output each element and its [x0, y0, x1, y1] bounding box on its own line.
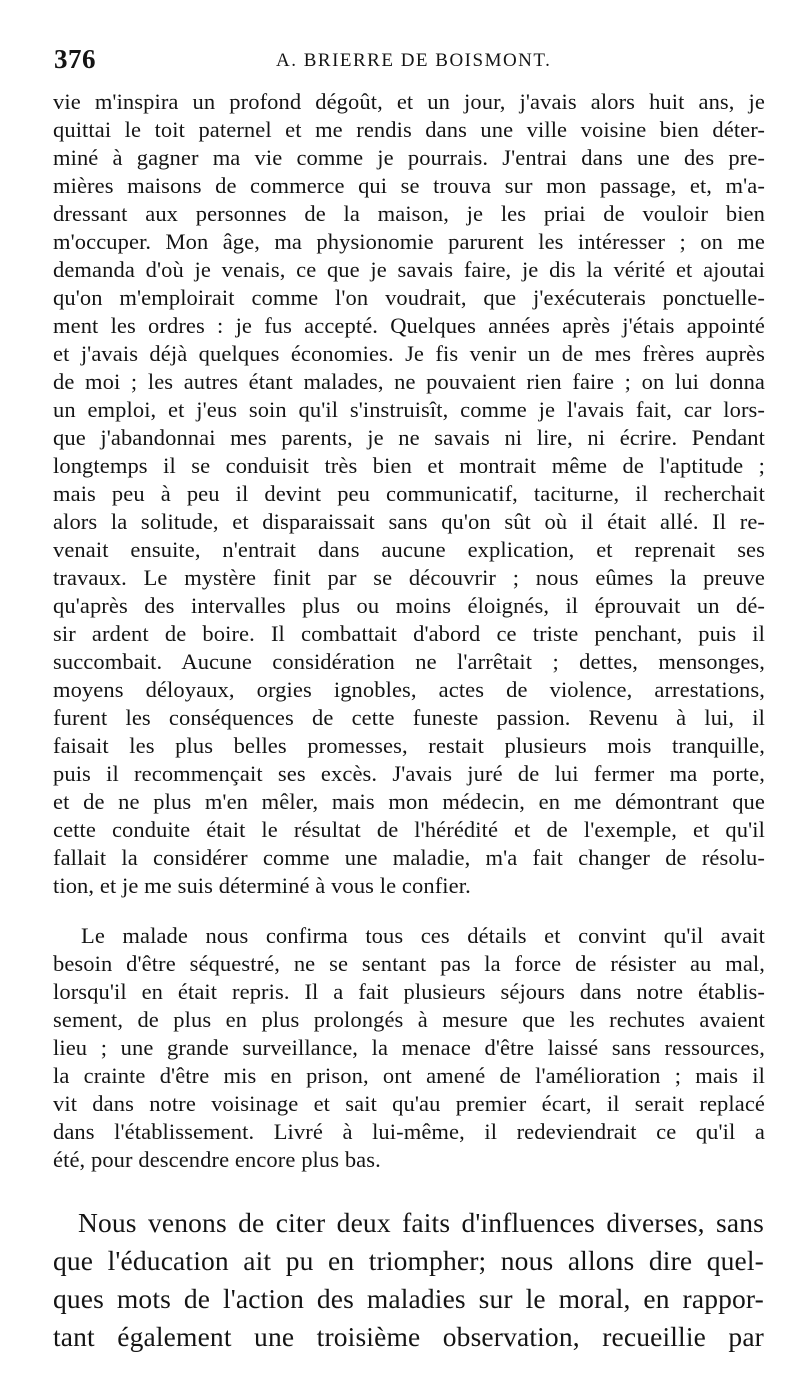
- text-line: tion, et je me suis déterminé à vous le confier.: [53, 873, 471, 898]
- text-line: ques mots de l'action des maladies sur le moral, en rappor-: [53, 1283, 764, 1314]
- text-line: m'occuper. Mon âge, ma physionomie parurent les intéresser ; on me: [53, 229, 765, 254]
- page-number: 376: [54, 44, 96, 74]
- paragraph-3: [53, 1204, 764, 1356]
- text-line: qu'après des intervalles plus ou moins éloignés, il éprouvait un dé-: [53, 593, 765, 618]
- text-line: furent les conséquences de cette funeste passion. Revenu à lui, il: [53, 705, 765, 730]
- text-line: longtemps il se conduisit très bien et montrait même de l'aptitude ;: [53, 453, 765, 478]
- text-line: que l'éducation ait pu en triompher; nous allons dire quel-: [53, 1245, 764, 1276]
- running-head: A. BRIERRE DE BOISMONT.: [276, 50, 552, 71]
- text-line: lieu ; une grande surveillance, la menace d'être laissé sans ressources,: [53, 1035, 765, 1060]
- text-line: fallait la considérer comme une maladie, m'a fait changer de résolu-: [53, 845, 765, 870]
- text-line: été, pour descendre encore plus bas.: [53, 1147, 381, 1172]
- text-line: de moi ; les autres étant malades, ne pouvaient rien faire ; on lui donna: [53, 369, 765, 394]
- text-line: ment les ordres : je fus accepté. Quelques années après j'étais appointé: [53, 313, 765, 338]
- text-line: quittai le toit paternel et me rendis dans une ville voisine bien déter-: [53, 117, 765, 142]
- text-line: la crainte d'être mis en prison, ont amené de l'amélioration ; mais il: [53, 1063, 765, 1088]
- text-line: que j'abandonnai mes parents, je ne savais ni lire, ni écrire. Pendant: [53, 425, 765, 450]
- text-line: travaux. Le mystère finit par se découvrir ; nous eûmes la preuve: [53, 565, 765, 590]
- text-line: alors la solitude, et disparaissait sans qu'on sût où il était allé. Il re-: [53, 509, 765, 534]
- page-header: [54, 44, 754, 78]
- text-line: puis il recommençait ses excès. J'avais juré de lui fermer ma porte,: [53, 761, 765, 786]
- text-line: mières maisons de commerce qui se trouva sur mon passage, et, m'a-: [53, 173, 765, 198]
- text-line: moyens déloyaux, orgies ignobles, actes de violence, arrestations,: [53, 677, 765, 702]
- text-line: faisait les plus belles promesses, restait plusieurs mois tranquille,: [53, 733, 765, 758]
- text-line: vie m'inspira un profond dégoût, et un jour, j'avais alors huit ans, je: [53, 89, 765, 114]
- text-line: succombait. Aucune considération ne l'arrêtait ; dettes, mensonges,: [53, 649, 765, 674]
- text-line: Le malade nous confirma tous ces détails et convint qu'il avait: [81, 923, 765, 948]
- paragraph-2: [53, 922, 765, 1174]
- text-line: miné à gagner ma vie comme je pourrais. J'entrai dans une des pre-: [53, 145, 765, 170]
- text-line: demanda d'où je venais, ce que je savais faire, je dis la vérité et ajoutai: [53, 257, 765, 282]
- text-line: et j'avais déjà quelques économies. Je fis venir un de mes frères auprès: [53, 341, 765, 366]
- text-line: cette conduite était le résultat de l'hérédité et de l'exemple, et qu'il: [53, 817, 765, 842]
- text-line: dressant aux personnes de la maison, je les priai de vouloir bien: [53, 201, 765, 226]
- text-line: venait ensuite, n'entrait dans aucune explication, et reprenait ses: [53, 537, 765, 562]
- text-line: et de ne plus m'en mêler, mais mon médecin, en me démontrant que: [53, 789, 765, 814]
- text-line: vit dans notre voisinage et sait qu'au premier écart, il serait replacé: [53, 1091, 765, 1116]
- text-line: sir ardent de boire. Il combattait d'abord ce triste penchant, puis il: [53, 621, 765, 646]
- text-line: Nous venons de citer deux faits d'influences diverses, sans: [78, 1207, 764, 1238]
- text-line: lorsqu'il en était repris. Il a fait plusieurs séjours dans notre établis-: [53, 979, 765, 1004]
- text-line: sement, de plus en plus prolongés à mesure que les rechutes avaient: [53, 1007, 765, 1032]
- text-line: un emploi, et j'eus soin qu'il s'instruisît, comme je l'avais fait, car lors-: [53, 397, 765, 422]
- text-line: qu'on m'emploirait comme l'on voudrait, que j'exécuterais ponctuelle-: [53, 285, 765, 310]
- text-line: dans l'établissement. Livré à lui-même, il redeviendrait ce qu'il a: [53, 1119, 765, 1144]
- text-line: besoin d'être séquestré, ne se sentant pas la force de résister au mal,: [53, 951, 765, 976]
- text-line: mais peu à peu il devint peu communicatif, taciturne, il recherchait: [53, 481, 765, 506]
- paragraph-1: [53, 88, 765, 900]
- text-line: tant également une troisième observation, recueillie par: [53, 1321, 764, 1352]
